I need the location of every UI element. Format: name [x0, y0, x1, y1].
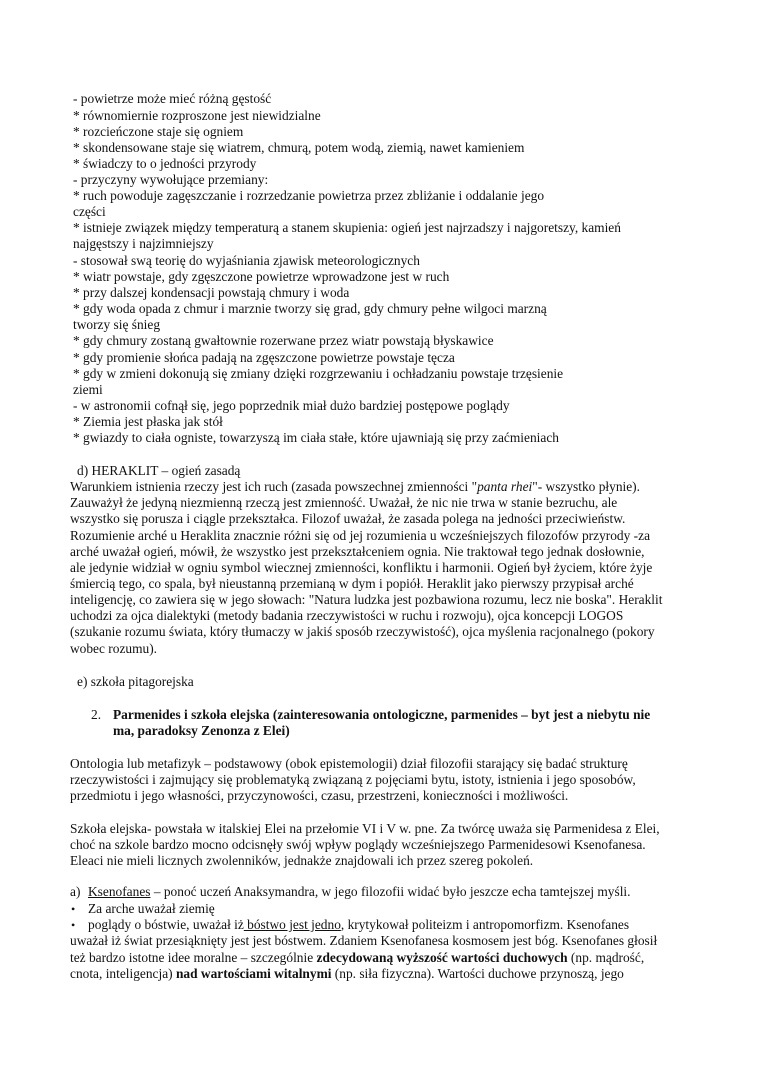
paragraph-line: przedmiotu i jego własności, przyczynowości, czasu, przestrzeni, konieczności i możliwości. — [70, 788, 569, 803]
ksenofanes-intro: Ksenofanes – ponoć uczeń Anaksymandra, w jego filozofii widać było jeszcze echa tamtejszej myśli. — [88, 884, 631, 899]
paragraph-line: Eleaci nie mieli licznych zwolenników, jednakże znajdowali ich przez szereg pokoleń. — [70, 853, 534, 868]
note-line: tworzy się śnieg — [73, 317, 161, 332]
paragraph-line: cnota, inteligencja) nad wartościami witalnymi (np. siła fizyczna). Wartości duchowe przynoszą, jego — [70, 966, 624, 981]
note-line: * gdy promienie słońca padają na zgęszczone powietrze powstaje tęcza — [73, 350, 455, 365]
note-line: - powietrze może mieć różną gęstość — [73, 91, 272, 106]
note-line: najgęstszy i najzimniejszy — [73, 236, 214, 251]
pitagorejska-heading: e) szkoła pitagorejska — [77, 674, 194, 689]
heraklit-line: Rozumienie arché u Heraklita znacznie różni się od jej rozumienia u wcześniejszych filozofów przyrody -za — [70, 528, 651, 543]
note-line: części — [73, 204, 106, 219]
note-line: * przy dalszej kondensacji powstają chmury i woda — [73, 285, 350, 300]
heraklit-line: (szukanie rozumu świata, który tłumaczy w jakiś sposób rzeczywistość), ojca myślenia racjonalnego (pokory — [70, 624, 655, 639]
note-line: * Ziemia jest płaska jak stół — [73, 414, 223, 429]
note-line: ziemi — [73, 382, 103, 397]
note-line: * gdy w zmieni dokonują się zmiany dzięki rozgrzewaniu i ochładzaniu powstaje trzęsienie — [73, 366, 564, 381]
heraklit-line: wobec rozumu). — [70, 641, 158, 656]
note-line: - w astronomii cofnął się, jego poprzednik miał dużo bardziej postępowe poglądy — [73, 398, 510, 413]
note-line: - stosował swą teorię do wyjaśniania zjawisk meteorologicznych — [73, 253, 420, 268]
note-line: * gdy woda opada z chmur i marznie tworzy się grad, gdy chmury pełne wilgoci marzną — [73, 301, 547, 316]
paragraph-line: choć na szkole bardzo mocno odcisnęły swój wpływ poglądy wcześniejszego Parmenidesowi Ksenofanesa. — [70, 837, 646, 852]
heraklit-line: śmiercią tego, co spala, był nieustanną przemianą w dym i popiół. Heraklit jako pierwszy przypisał arché — [70, 576, 634, 591]
section-number: 2. — [91, 707, 102, 722]
note-line: * istnieje związek między temperaturą a stanem skupienia: ogień jest najrzadszy i najgoretszy, kamień — [73, 220, 621, 235]
bullet-icon: • — [71, 902, 76, 916]
list-label: a) — [70, 884, 81, 899]
section-title-line: ma, paradoksy Zenonza z Elei) — [113, 723, 290, 738]
heraklit-line: Zauważył że jedyną niezmienną rzeczą jest zmienność. Uważał, że nic nie trwa w stanie bezruchu, ale — [70, 495, 618, 510]
section-title-line: Parmenides i szkoła elejska (zainteresowania ontologiczne, parmenides – byt jest a niebytu nie — [113, 707, 651, 722]
note-line: * równomiernie rozproszone jest niewidzialne — [73, 108, 321, 123]
note-line: * gdy chmury zostaną gwałtownie rozerwane przez wiatr powstają błyskawice — [73, 333, 494, 348]
heraklit-line: Warunkiem istnienia rzeczy jest ich ruch (zasada powszechnej zmienności "panta rhei"- wszystko płynie). — [70, 479, 640, 494]
paragraph-line: Ontologia lub metafizyk – podstawowy (obok epistemologii) dział filozofii starający się badać strukturę — [70, 756, 628, 771]
heraklit-line: wszystko się porusza i ciągle przekształca. Filozof uważał, że zasada polega na jedności przeciwieństw. — [70, 511, 626, 526]
note-line: * skondensowane staje się wiatrem, chmurą, potem wodą, ziemią, nawet kamieniem — [73, 140, 525, 155]
heraklit-line: arché uważał ogień, mówił, że wszystko jest przekształceniem ognia. Nie traktował tego jednak dosłownie, — [70, 544, 645, 559]
note-line: * ruch powoduje zagęszczanie i rozrzedzanie powietrza przez zbliżanie i oddalanie jego — [73, 188, 545, 203]
paragraph-line: Szkoła elejska- powstała w italskiej Elei na przełomie VI i V w. pne. Za twórcę uważa się Parmenidesa z Elei, — [70, 821, 660, 836]
paragraph-line: rzeczywistości i zajmujący się problematyką związaną z pojęciami bytu, istoty, istnienia i jego sposobów, — [70, 772, 636, 787]
bullet-item: poglądy o bóstwie, uważał iż bóstwo jest jedno, krytykował politeizm i antropomorfizm. Ksenofanes — [88, 917, 630, 932]
note-line: * świadczy to o jedności przyrody — [73, 156, 257, 171]
heraklit-line: uchodzi za ojca dialektyki (metody badania rzeczywistości w ruchu i rozwoju), ojca koncepcji LOGOS — [70, 608, 624, 623]
heraklit-heading: d) HERAKLIT – ogień zasadą — [77, 463, 241, 478]
bullet-item: Za arche uważał ziemię — [88, 901, 215, 916]
paragraph-line: uważał iż świat przesiąknięty jest jest bóstwem. Zdaniem Ksenofanesa kosmosem jest bóg. Ksenofanes głosił — [70, 933, 658, 948]
bullet-icon: • — [71, 918, 76, 932]
heraklit-line: inteligencję, co zawiera się w jego słowach: "Natura ludzka jest pozbawiona rozumu, lecz nie boska". Heraklit — [70, 592, 663, 607]
paragraph-line: też bardzo istotne idee moralne – szczególnie zdecydowaną wyższość wartości duchowych (np. mądrość, — [70, 950, 645, 965]
note-line: * gwiazdy to ciała ogniste, towarzyszą im ciała stałe, które ujawniają się przy zaćmieniach — [73, 430, 559, 445]
note-line: - przyczyny wywołujące przemiany: — [73, 172, 269, 187]
heraklit-line: ale jedynie widział w ogniu symbol wiecznej zmienności, konfliktu i harmonii. Ogień był życiem, które żyje — [70, 560, 653, 575]
note-line: * rozcieńczone staje się ogniem — [73, 124, 244, 139]
note-line: * wiatr powstaje, gdy zgęszczone powietrze wprowadzone jest w ruch — [73, 269, 450, 284]
